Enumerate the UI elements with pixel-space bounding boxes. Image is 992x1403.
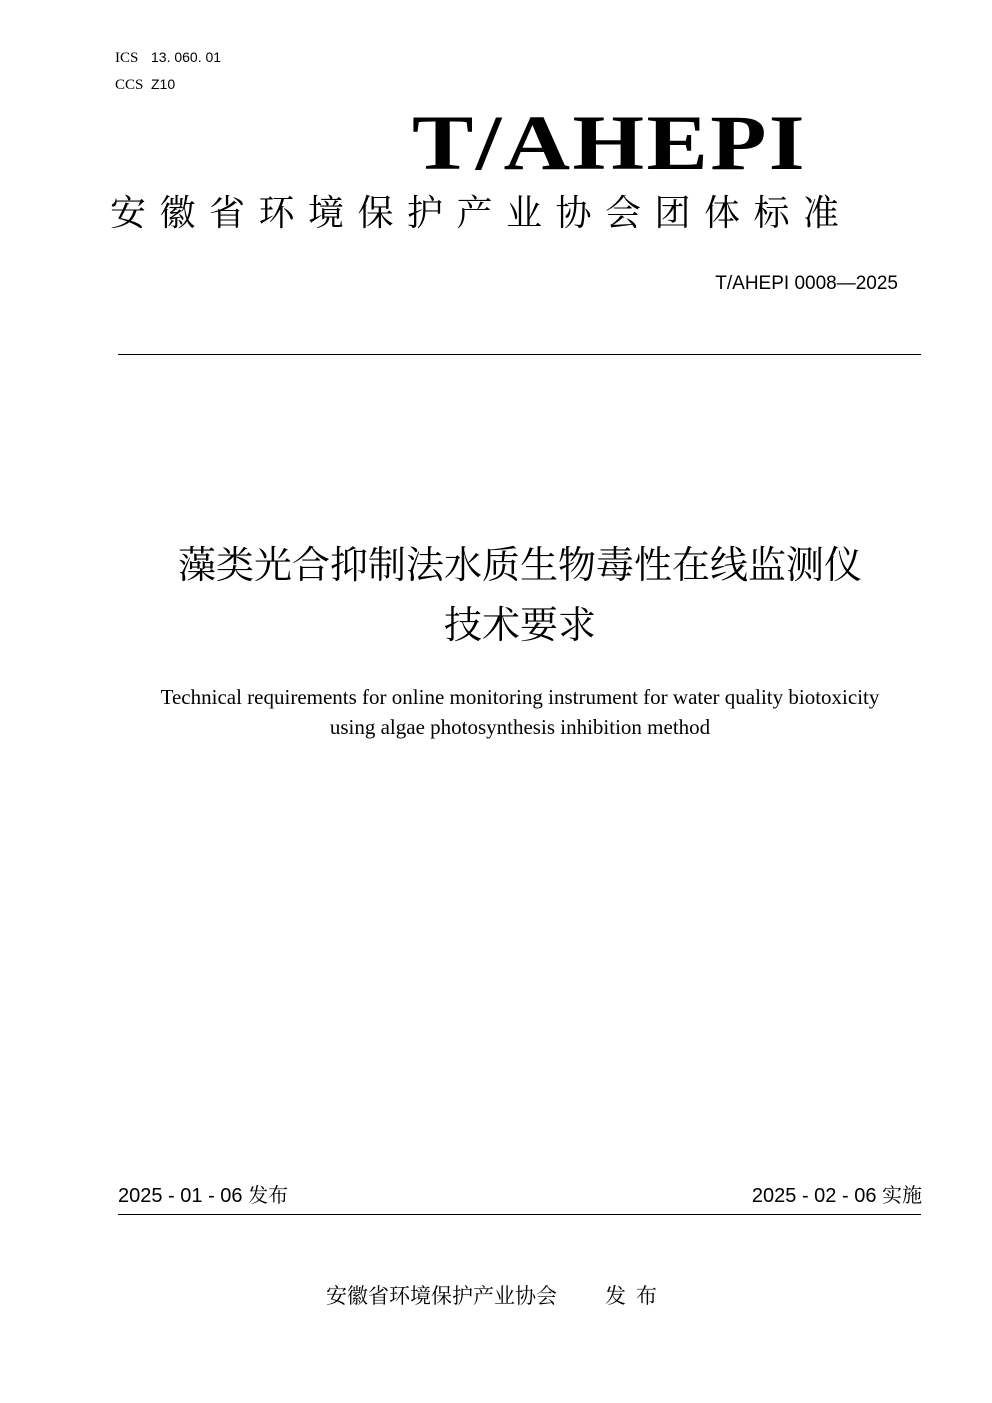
title-en-line2: using algae photosynthesis inhibition method (329, 715, 711, 739)
standard-number: T/AHEPI 0008—2025 (715, 273, 898, 294)
ics-label: ICS (115, 50, 139, 66)
header-divider (118, 354, 921, 355)
ccs-classification (115, 75, 175, 94)
title-cn-line2: 技术要求 (443, 603, 596, 647)
title-cn-line1: 藻类光合抑制法水质生物毒性在线监测仪 (177, 543, 862, 587)
footer-divider (118, 1214, 921, 1215)
publisher-name: 安徽省环境保护产业协会 (326, 1284, 557, 1308)
publisher (326, 1282, 667, 1310)
publisher-action: 发布 (605, 1284, 667, 1308)
issue-date: 2025 - 01 - 06 发布 (118, 1185, 289, 1207)
title-en-line1: Technical requirements for online monitoring instrument for water quality biotoxicity (160, 685, 880, 709)
ccs-label: CCS (115, 77, 144, 93)
ics-value: 13. 060. 01 (151, 49, 222, 65)
organization-standard-heading: 安徽省环境保护产业协会团体标准 (110, 193, 853, 234)
implementation-date: 2025 - 02 - 06 实施 (751, 1185, 922, 1207)
ics-classification (115, 48, 221, 67)
ccs-value: Z10 (151, 76, 176, 92)
standard-logo: T/AHEPI (412, 99, 807, 186)
